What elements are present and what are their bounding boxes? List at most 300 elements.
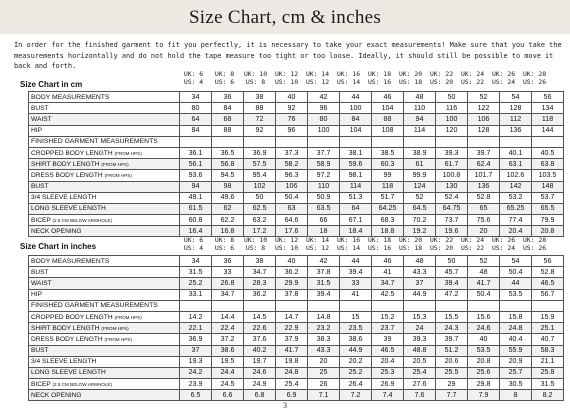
value-cell: 72 xyxy=(244,114,276,125)
size-header-cell xyxy=(395,237,426,253)
value-cell: 63.1 xyxy=(500,159,532,170)
value-cell: 44.9 xyxy=(340,345,372,356)
value-cell: 104 xyxy=(372,103,404,114)
row-label xyxy=(29,159,180,170)
value-cell: 102 xyxy=(244,181,276,192)
value-cell xyxy=(532,300,564,311)
value-cell: 104 xyxy=(340,125,372,136)
value-cell: 80 xyxy=(180,103,212,114)
us-size: US: 4 xyxy=(183,243,204,252)
intro-text: In order for the finished garment to fit you perfectly, it is necessary to take your exact measurements! Make sure that you take the measurements horizontally and do not hold the tape measure too tight or too loose. Ideally, it should still be possible to move it back and forth. xyxy=(14,41,566,70)
value-cell: 38.6 xyxy=(212,345,244,356)
size-header-cell xyxy=(457,71,488,87)
uk-size: UK: 22 xyxy=(429,70,454,78)
value-cell: 15.2 xyxy=(372,311,404,322)
value-cell: 44 xyxy=(340,256,372,267)
row-label xyxy=(29,367,180,378)
value-cell: 84 xyxy=(340,114,372,125)
size-header-cell xyxy=(333,71,364,87)
us-size: US: 8 xyxy=(245,243,266,252)
table-row xyxy=(29,181,564,192)
value-cell: 22.9 xyxy=(276,323,308,334)
row-label xyxy=(29,103,180,114)
value-cell xyxy=(276,136,308,147)
value-cell: 25.8 xyxy=(532,367,564,378)
value-cell: 24.2 xyxy=(180,367,212,378)
page-title: Size Chart, cm & inches xyxy=(188,7,382,28)
value-cell: 56.1 xyxy=(180,159,212,170)
value-cell: 62.5 xyxy=(244,203,276,214)
value-cell: 64.6 xyxy=(276,215,308,226)
value-cell: 40.4 xyxy=(500,334,532,345)
value-cell: 48.8 xyxy=(404,345,436,356)
value-cell: 38.5 xyxy=(372,147,404,158)
uk-size: UK: 26 xyxy=(491,236,516,244)
value-cell xyxy=(372,300,404,311)
table-row xyxy=(29,159,564,170)
value-cell: 142 xyxy=(500,181,532,192)
value-cell: 38 xyxy=(244,256,276,267)
us-size: US: 10 xyxy=(274,243,299,252)
value-cell: 15 xyxy=(340,311,372,322)
value-cell: 64.75 xyxy=(436,203,468,214)
value-cell xyxy=(468,136,500,147)
us-size: US: 18 xyxy=(398,243,423,252)
value-cell: 40 xyxy=(468,334,500,345)
row-label-note: (FROM HPS) xyxy=(114,314,142,320)
uk-size: UK: 22 xyxy=(429,236,454,244)
row-label xyxy=(29,136,180,147)
value-cell: 53.5 xyxy=(468,345,500,356)
value-cell: 102.6 xyxy=(500,170,532,181)
value-cell: 15.5 xyxy=(436,311,468,322)
value-cell: 100 xyxy=(340,103,372,114)
value-cell: 48 xyxy=(404,92,436,103)
table-row xyxy=(29,311,564,322)
size-header-cell xyxy=(209,71,240,87)
value-cell: 61 xyxy=(404,159,436,170)
value-cell: 40.7 xyxy=(532,334,564,345)
row-label xyxy=(29,147,180,158)
value-cell: 31.5 xyxy=(308,278,340,289)
row-label-text: BUST xyxy=(31,183,49,191)
row-label-text: WAIST xyxy=(31,115,52,123)
value-cell: 40.1 xyxy=(500,147,532,158)
value-cell: 51.3 xyxy=(340,192,372,203)
value-cell: 36.1 xyxy=(180,147,212,158)
us-size: US: 4 xyxy=(183,77,204,86)
us-size: US: 8 xyxy=(245,77,266,86)
value-cell: 20.4 xyxy=(372,356,404,367)
value-cell: 53.5 xyxy=(500,289,532,300)
cm-size-header xyxy=(178,71,550,87)
value-cell: 49.1 xyxy=(180,192,212,203)
value-cell: 56 xyxy=(532,256,564,267)
row-label xyxy=(29,311,180,322)
uk-size: UK: 6 xyxy=(183,70,204,78)
uk-size: UK: 20 xyxy=(398,236,423,244)
value-cell: 38.3 xyxy=(308,334,340,345)
value-cell: 65 xyxy=(468,203,500,214)
value-cell: 8 xyxy=(500,390,532,401)
value-cell: 50.4 xyxy=(276,192,308,203)
value-cell: 37.9 xyxy=(276,334,308,345)
value-cell: 15.6 xyxy=(468,311,500,322)
us-size: US: 26 xyxy=(522,243,547,252)
uk-size: UK: 14 xyxy=(305,70,330,78)
value-cell: 136 xyxy=(500,125,532,136)
value-cell: 43.3 xyxy=(308,345,340,356)
uk-size: UK: 14 xyxy=(305,236,330,244)
table-row xyxy=(29,323,564,334)
row-label-text: FINISHED GARMENT MEASUREMENTS xyxy=(31,302,158,310)
uk-size: UK: 16 xyxy=(336,236,361,244)
value-cell: 73.7 xyxy=(436,215,468,226)
row-label-text: CROPPED BODY LENGTH xyxy=(31,313,113,321)
value-cell: 116 xyxy=(436,103,468,114)
value-cell: 29 xyxy=(436,379,468,390)
value-cell: 41.7 xyxy=(276,345,308,356)
value-cell xyxy=(244,300,276,311)
row-label xyxy=(29,379,180,390)
value-cell: 54 xyxy=(500,256,532,267)
value-cell: 25.6 xyxy=(468,367,500,378)
size-header-cell xyxy=(271,71,302,87)
value-cell: 6.5 xyxy=(180,390,212,401)
value-cell: 24.8 xyxy=(500,323,532,334)
value-cell: 36.5 xyxy=(212,147,244,158)
row-label xyxy=(29,345,180,356)
row-label-text: HIP xyxy=(31,291,42,299)
value-cell: 40 xyxy=(276,256,308,267)
us-size: US: 26 xyxy=(522,77,547,86)
table-row xyxy=(29,300,564,311)
value-cell: 38 xyxy=(244,92,276,103)
page-number: 3 xyxy=(283,401,287,410)
value-cell: 46.5 xyxy=(532,278,564,289)
row-label-note: (FROM HPS) xyxy=(104,172,132,178)
value-cell: 68 xyxy=(212,114,244,125)
value-cell: 19.6 xyxy=(436,226,468,237)
value-cell: 54 xyxy=(500,92,532,103)
uk-size: UK: 8 xyxy=(214,236,235,244)
row-label-note: (2.5 CM BELOW ARMHOLE) xyxy=(52,381,112,387)
value-cell: 34 xyxy=(180,92,212,103)
value-cell: 53.7 xyxy=(532,192,564,203)
row-label xyxy=(29,256,180,267)
value-cell: 14.4 xyxy=(212,311,244,322)
value-cell xyxy=(532,136,564,147)
row-label xyxy=(29,125,180,136)
value-cell: 50.9 xyxy=(308,192,340,203)
cm-chart-label: Size Chart in cm xyxy=(20,80,83,89)
value-cell: 48 xyxy=(468,267,500,278)
value-cell: 7.6 xyxy=(404,390,436,401)
value-cell: 56.7 xyxy=(532,289,564,300)
value-cell: 39.4 xyxy=(308,289,340,300)
value-cell: 120 xyxy=(436,125,468,136)
value-cell: 27.6 xyxy=(404,379,436,390)
value-cell: 65.25 xyxy=(500,203,532,214)
uk-size: UK: 8 xyxy=(214,70,235,78)
row-label xyxy=(29,323,180,334)
table-row xyxy=(29,192,564,203)
us-size: US: 12 xyxy=(305,77,330,86)
row-label-text: SHIRT BODY LENGTH xyxy=(31,160,100,168)
value-cell: 76 xyxy=(276,114,308,125)
value-cell: 37.8 xyxy=(308,267,340,278)
value-cell: 25.3 xyxy=(372,367,404,378)
row-label-note: (FROM HPS) xyxy=(101,161,129,167)
value-cell: 38.9 xyxy=(404,147,436,158)
value-cell: 37.6 xyxy=(244,334,276,345)
us-size: US: 22 xyxy=(460,77,485,86)
uk-size: UK: 24 xyxy=(460,70,485,78)
value-cell: 51.2 xyxy=(436,345,468,356)
value-cell: 40.5 xyxy=(532,147,564,158)
value-cell: 63.2 xyxy=(244,215,276,226)
value-cell: 75.6 xyxy=(468,215,500,226)
value-cell: 46 xyxy=(372,256,404,267)
value-cell: 103.5 xyxy=(532,170,564,181)
value-cell: 40.2 xyxy=(244,345,276,356)
value-cell: 18.8 xyxy=(372,226,404,237)
value-cell: 39 xyxy=(372,334,404,345)
value-cell: 55.9 xyxy=(500,345,532,356)
value-cell: 110 xyxy=(308,181,340,192)
value-cell: 39.7 xyxy=(468,147,500,158)
value-cell: 24 xyxy=(404,323,436,334)
uk-size: UK: 28 xyxy=(522,70,547,78)
value-cell: 24.6 xyxy=(244,367,276,378)
us-size: US: 10 xyxy=(274,77,299,86)
value-cell: 14.8 xyxy=(308,311,340,322)
value-cell: 30.5 xyxy=(500,379,532,390)
value-cell: 58.2 xyxy=(276,159,308,170)
value-cell: 19.7 xyxy=(244,356,276,367)
value-cell: 33 xyxy=(340,278,372,289)
value-cell: 6.6 xyxy=(212,390,244,401)
row-label-text: DRESS BODY LENGTH xyxy=(31,335,103,343)
size-header-cell xyxy=(240,71,271,87)
inches-chart-label: Size Chart in inches xyxy=(20,242,97,251)
value-cell: 92 xyxy=(276,103,308,114)
inches-size-table xyxy=(28,255,564,401)
table-row xyxy=(29,215,564,226)
value-cell: 95.4 xyxy=(244,170,276,181)
value-cell: 63.8 xyxy=(532,159,564,170)
value-cell xyxy=(500,300,532,311)
value-cell xyxy=(340,300,372,311)
value-cell: 41.7 xyxy=(468,278,500,289)
value-cell: 50 xyxy=(436,92,468,103)
value-cell: 20.8 xyxy=(532,226,564,237)
row-label-text: BUST xyxy=(31,347,49,355)
value-cell: 25.5 xyxy=(436,367,468,378)
value-cell: 53.2 xyxy=(500,192,532,203)
us-size: US: 6 xyxy=(214,243,235,252)
value-cell: 8.2 xyxy=(532,390,564,401)
value-cell: 84 xyxy=(180,125,212,136)
value-cell: 38.6 xyxy=(340,334,372,345)
size-header-cell xyxy=(302,237,333,253)
value-cell: 118 xyxy=(372,181,404,192)
value-cell: 52.8 xyxy=(532,267,564,278)
value-cell xyxy=(180,300,212,311)
value-cell: 128 xyxy=(500,103,532,114)
size-header-cell xyxy=(209,237,240,253)
value-cell: 34.7 xyxy=(212,289,244,300)
value-cell: 34.7 xyxy=(372,278,404,289)
us-size: US: 14 xyxy=(336,77,361,86)
value-cell: 122 xyxy=(468,103,500,114)
table-row xyxy=(29,136,564,147)
value-cell: 20 xyxy=(308,356,340,367)
us-size: US: 24 xyxy=(491,77,516,86)
size-header-cell xyxy=(240,237,271,253)
size-header-cell xyxy=(178,237,209,253)
table-row xyxy=(29,267,564,278)
value-cell: 47.2 xyxy=(436,289,468,300)
value-cell: 124 xyxy=(404,181,436,192)
value-cell: 39.3 xyxy=(436,147,468,158)
value-cell: 14.2 xyxy=(180,311,212,322)
value-cell: 99 xyxy=(372,170,404,181)
table-row xyxy=(29,345,564,356)
value-cell: 20 xyxy=(468,226,500,237)
value-cell: 41 xyxy=(340,289,372,300)
row-label-text: FINISHED GARMENT MEASUREMENTS xyxy=(31,138,158,146)
value-cell: 6.8 xyxy=(244,390,276,401)
value-cell: 50.4 xyxy=(468,289,500,300)
value-cell: 24.5 xyxy=(212,379,244,390)
inches-size-header xyxy=(178,237,550,253)
value-cell: 56 xyxy=(532,92,564,103)
value-cell: 37 xyxy=(180,345,212,356)
us-size: US: 12 xyxy=(305,243,330,252)
us-size: US: 20 xyxy=(429,243,454,252)
value-cell: 34.7 xyxy=(244,267,276,278)
value-cell: 48 xyxy=(404,256,436,267)
value-cell: 25.4 xyxy=(404,367,436,378)
value-cell: 7.4 xyxy=(372,390,404,401)
value-cell: 106 xyxy=(468,114,500,125)
value-cell: 70.2 xyxy=(404,215,436,226)
value-cell: 64.25 xyxy=(372,203,404,214)
value-cell: 52.8 xyxy=(468,192,500,203)
value-cell: 7.2 xyxy=(340,390,372,401)
value-cell: 46 xyxy=(372,92,404,103)
value-cell: 36.2 xyxy=(244,289,276,300)
row-label-text: CROPPED BODY LENGTH xyxy=(31,149,113,157)
row-label xyxy=(29,289,180,300)
value-cell: 20.8 xyxy=(468,356,500,367)
value-cell xyxy=(308,136,340,147)
value-cell: 100.8 xyxy=(436,170,468,181)
value-cell: 79.9 xyxy=(532,215,564,226)
value-cell: 15.9 xyxy=(532,311,564,322)
size-header-cell xyxy=(426,71,457,87)
value-cell: 26.4 xyxy=(340,379,372,390)
value-cell: 24.4 xyxy=(212,367,244,378)
value-cell: 25.1 xyxy=(532,323,564,334)
value-cell: 134 xyxy=(532,103,564,114)
row-label-text: 3/4 SLEEVE LENGTH xyxy=(31,358,97,366)
us-size: US: 18 xyxy=(398,77,423,86)
value-cell: 57.5 xyxy=(244,159,276,170)
value-cell: 52 xyxy=(468,92,500,103)
table-row xyxy=(29,103,564,114)
value-cell: 52 xyxy=(468,256,500,267)
value-cell: 66 xyxy=(308,215,340,226)
value-cell xyxy=(212,300,244,311)
value-cell: 42 xyxy=(308,92,340,103)
value-cell: 50.4 xyxy=(500,267,532,278)
value-cell: 97.2 xyxy=(308,170,340,181)
value-cell: 114 xyxy=(404,125,436,136)
value-cell: 44.9 xyxy=(404,289,436,300)
us-size: US: 16 xyxy=(367,77,392,86)
row-label xyxy=(29,226,180,237)
value-cell: 26 xyxy=(308,379,340,390)
value-cell: 63 xyxy=(276,203,308,214)
value-cell: 118 xyxy=(532,114,564,125)
row-label-text: NECK OPENING xyxy=(31,227,82,235)
value-cell: 36 xyxy=(212,92,244,103)
value-cell: 18.4 xyxy=(340,226,372,237)
value-cell: 36.9 xyxy=(180,334,212,345)
value-cell xyxy=(436,300,468,311)
value-cell: 37.8 xyxy=(276,289,308,300)
us-size: US: 16 xyxy=(367,243,392,252)
row-label-text: 3/4 SLEEVE LENGTH xyxy=(31,194,97,202)
row-label-text: LONG SLEEVE LENGTH xyxy=(31,205,106,213)
us-size: US: 6 xyxy=(214,77,235,86)
us-size: US: 22 xyxy=(460,243,485,252)
value-cell xyxy=(244,136,276,147)
value-cell: 25.4 xyxy=(276,379,308,390)
value-cell: 144 xyxy=(532,125,564,136)
size-header-cell xyxy=(178,71,209,87)
value-cell: 93.6 xyxy=(180,170,212,181)
value-cell: 23.2 xyxy=(308,323,340,334)
value-cell: 37 xyxy=(404,278,436,289)
row-label-note: (2.5 CM BELOW ARMHOLE) xyxy=(52,217,112,223)
value-cell: 130 xyxy=(436,181,468,192)
value-cell: 20.6 xyxy=(436,356,468,367)
row-label-text: BUST xyxy=(31,104,49,112)
row-label xyxy=(29,92,180,103)
value-cell: 63.5 xyxy=(308,203,340,214)
value-cell: 7.1 xyxy=(308,390,340,401)
value-cell: 38.1 xyxy=(340,147,372,158)
row-label-note: (FROM HPS) xyxy=(101,325,129,331)
size-header-cell xyxy=(364,71,395,87)
value-cell: 64 xyxy=(180,114,212,125)
table-row xyxy=(29,125,564,136)
value-cell: 22.1 xyxy=(180,323,212,334)
value-cell: 23.7 xyxy=(372,323,404,334)
row-label-note: (FROM HPS) xyxy=(104,336,132,342)
row-label-text: DRESS BODY LENGTH xyxy=(31,171,103,179)
value-cell: 23.5 xyxy=(340,323,372,334)
value-cell: 114 xyxy=(340,181,372,192)
row-label xyxy=(29,215,180,226)
value-cell: 16.4 xyxy=(180,226,212,237)
value-cell: 99.9 xyxy=(404,170,436,181)
table-row xyxy=(29,92,564,103)
value-cell: 50 xyxy=(436,256,468,267)
